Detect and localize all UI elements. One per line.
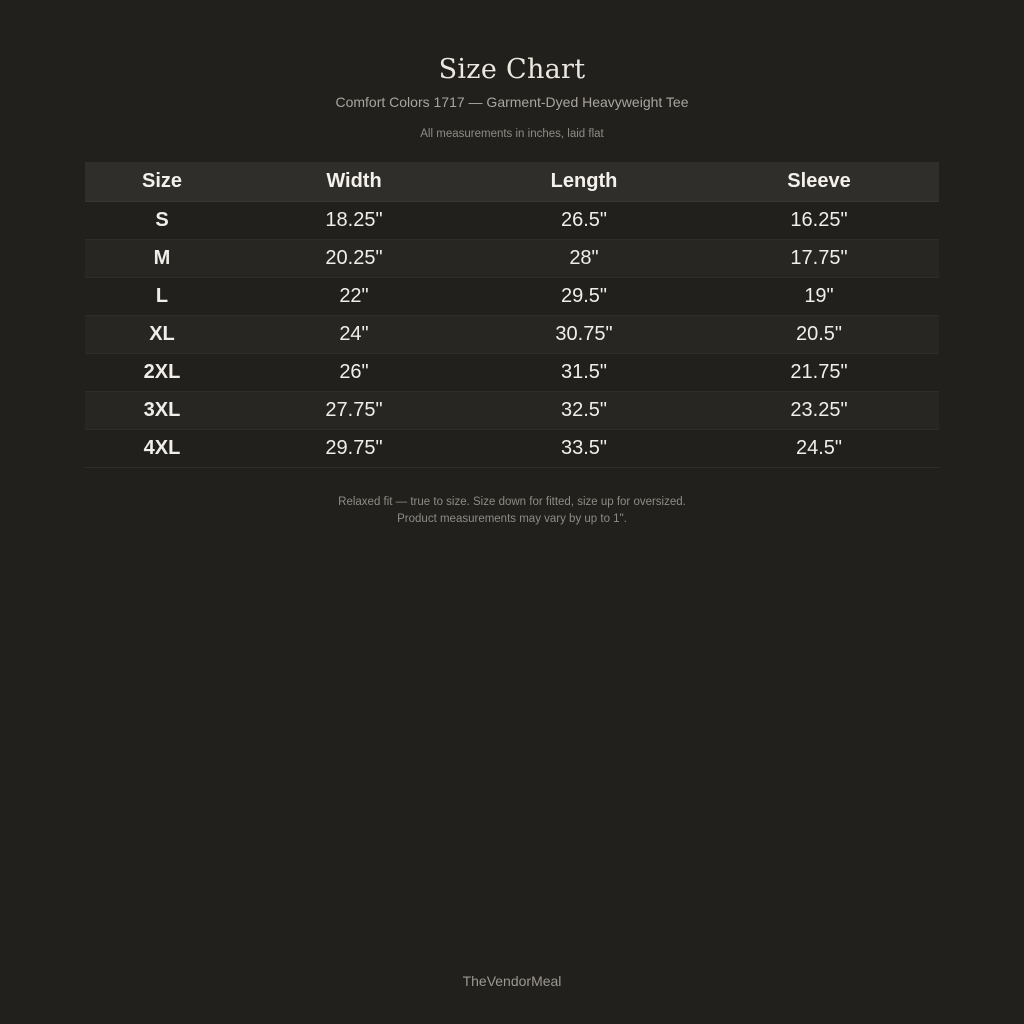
width-cell: 27.75" — [325, 398, 383, 421]
size-chart-table — [85, 162, 939, 468]
table-row — [85, 277, 939, 315]
table-row — [85, 353, 939, 391]
length-cell: 33.5" — [560, 436, 608, 459]
length-cell: 32.5" — [560, 398, 608, 421]
size-cell: L — [155, 284, 169, 307]
length-cell: 28" — [569, 246, 599, 269]
length-cell: 29.5" — [560, 284, 608, 307]
sleeve-cell: 17.75" — [790, 246, 848, 269]
product-subtitle: Comfort Colors 1717 — Garment-Dyed Heavyweight Tee — [335, 94, 689, 110]
sleeve-cell: 20.5" — [795, 322, 843, 345]
table-row — [85, 239, 939, 277]
length-cell: 30.75" — [555, 322, 613, 345]
column-header-length: Length — [469, 162, 699, 201]
table-header-row — [85, 162, 939, 201]
sleeve-cell: 19" — [804, 284, 834, 307]
table-row — [85, 315, 939, 353]
table-row — [85, 391, 939, 429]
column-header-size: Size — [85, 162, 239, 201]
column-header-sleeve: Sleeve — [699, 162, 939, 201]
units-note: All measurements in inches, laid flat — [420, 128, 604, 140]
sleeve-cell: 23.25" — [790, 398, 848, 421]
table-row — [85, 201, 939, 239]
fit-note: Relaxed fit — true to size. Size down for fitted, size up for oversized. — [338, 496, 686, 508]
table-row — [85, 429, 939, 467]
width-cell: 20.25" — [325, 246, 383, 269]
size-cell: M — [153, 246, 171, 269]
size-cell: 3XL — [143, 398, 181, 421]
size-cell: 2XL — [143, 360, 181, 383]
sleeve-cell: 16.25" — [790, 208, 848, 231]
length-cell: 26.5" — [560, 208, 608, 231]
size-cell: S — [155, 208, 169, 231]
width-cell: 24" — [339, 322, 369, 345]
size-cell: XL — [149, 322, 175, 345]
page-title: Size Chart — [438, 54, 586, 85]
sleeve-cell: 21.75" — [790, 360, 848, 383]
sleeve-cell: 24.5" — [795, 436, 843, 459]
width-cell: 29.75" — [325, 436, 383, 459]
size-cell: 4XL — [143, 436, 181, 459]
width-cell: 22" — [339, 284, 369, 307]
width-cell: 18.25" — [325, 208, 383, 231]
width-cell: 26" — [339, 360, 369, 383]
column-header-width: Width — [239, 162, 469, 201]
brand-name: TheVendorMeal — [462, 973, 562, 989]
variance-note: Product measurements may vary by up to 1". — [397, 513, 627, 525]
length-cell: 31.5" — [560, 360, 608, 383]
